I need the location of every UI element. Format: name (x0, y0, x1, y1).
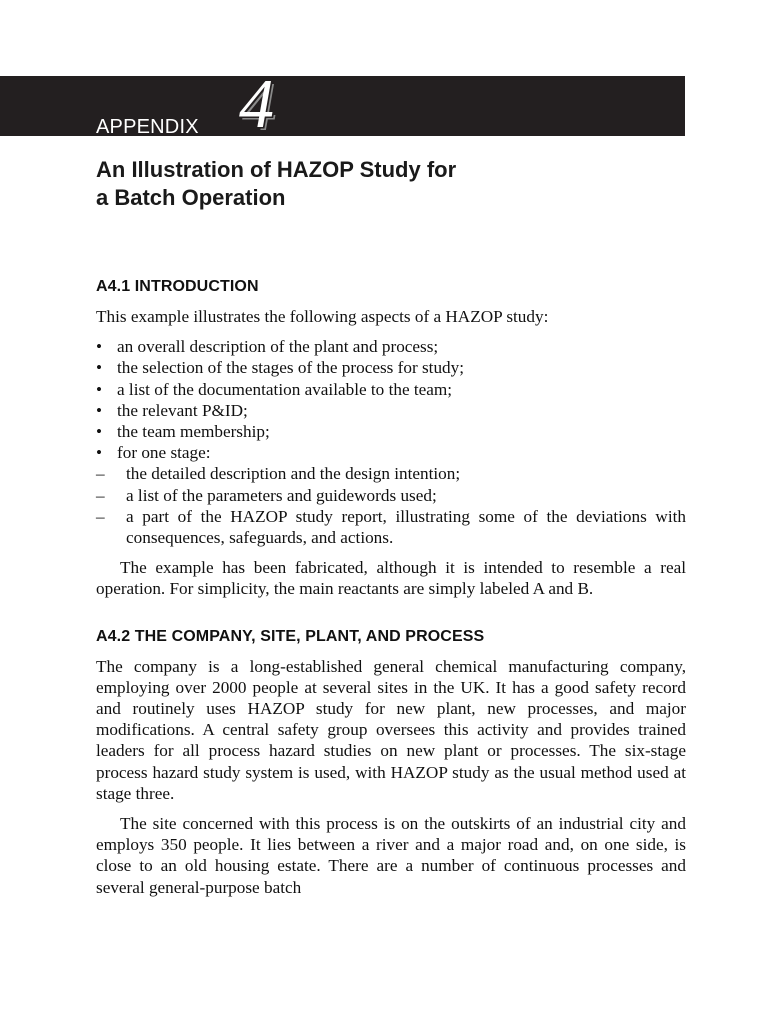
intro-paragraph: This example illustrates the following aspects of a HAZOP study: (96, 307, 549, 326)
list-item-text: for one stage: (117, 443, 211, 463)
dash-mark: – (96, 485, 105, 505)
list-item (96, 379, 686, 400)
list-item (96, 336, 686, 357)
sub-list-item (96, 463, 686, 484)
bullet-mark: • (96, 379, 103, 399)
list-item (96, 442, 686, 463)
list-item-text: the selection of the stages of the process for study; (117, 358, 464, 378)
list-item-text: a list of the documentation available to the team; (117, 379, 453, 399)
chapter-title (96, 156, 656, 212)
bullet-mark: • (96, 358, 103, 378)
dash-mark: – (96, 506, 105, 526)
dash-mark: – (96, 464, 105, 484)
bullet-mark: • (96, 337, 103, 357)
list-item (96, 421, 686, 442)
appendix-number: 4 (239, 66, 274, 143)
company-paragraph: The company is a long-established general chemical manufacturing company, employing over 2000 people at several sites in the UK. It has a good safety record and routinely uses HAZOP study for new plant, new processes, and major modifications. A central safety group oversees this activity and provides trained leaders for all process hazard studies on new plant or processes. The six-stage process hazard study system is used, with HAZOP study as the usual method used at stage three. (96, 656, 686, 803)
list-item-text: the relevant P&ID; (117, 400, 248, 420)
list-item-text: the team membership; (117, 422, 270, 442)
list-item-text: an overall description of the plant and process; (117, 337, 439, 357)
appendix-label: APPENDIX (96, 116, 199, 138)
list-item (96, 357, 686, 378)
sub-list-item (96, 506, 686, 548)
closing-paragraph: The example has been fabricated, although it is intended to resemble a real operation. For simplicity, the main reactants are simply labeled A and B. (96, 558, 686, 599)
list-item-text: a part of the HAZOP study report, illustrating some of the deviations with consequences, safeguards, and actions. (126, 506, 686, 548)
list-item-text: a list of the parameters and guidewords used; (126, 485, 437, 505)
site-paragraph: The site concerned with this process is on the outskirts of an industrial city and employs 350 people. It lies between a river and a major road and, on one side, is close to an old housing estate. There are a number of continuous processes and several general-purpose batch (96, 814, 686, 897)
bullet-mark: • (96, 443, 103, 463)
bullet-mark: • (96, 422, 103, 442)
sub-list-item (96, 485, 686, 506)
page-body (96, 276, 686, 898)
section-heading-company: A4.2 THE COMPANY, SITE, PLANT, AND PROCESS (96, 627, 485, 645)
list-item-text: the detailed description and the design intention; (126, 464, 461, 484)
chapter-title-line-2: a Batch Operation (96, 185, 286, 210)
chapter-title-line-1: An Illustration of HAZOP Study for (96, 157, 457, 182)
list-item (96, 400, 686, 421)
bullet-mark: • (96, 400, 103, 420)
section-heading-introduction: A4.1 INTRODUCTION (96, 278, 259, 295)
aspects-list (96, 336, 686, 548)
